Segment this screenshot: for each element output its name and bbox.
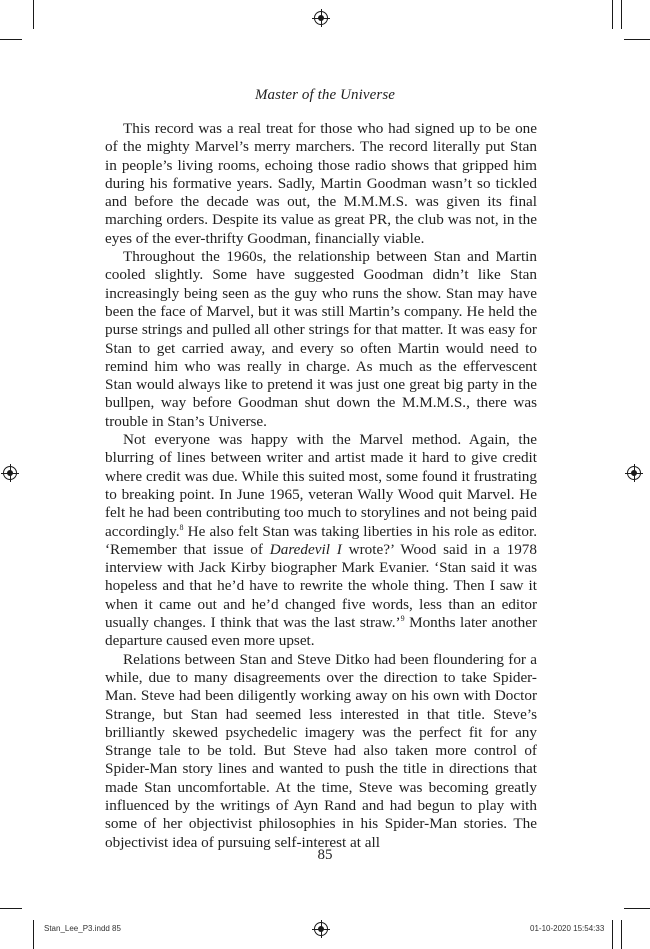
crop-mark bbox=[0, 39, 22, 40]
crop-mark bbox=[0, 908, 22, 909]
body-text bbox=[105, 120, 537, 852]
crop-mark bbox=[33, 920, 34, 949]
crop-mark bbox=[621, 0, 622, 29]
paragraph: This record was a real treat for those who had signed up to be one of the mighty Marvel’s merry marchers. The record literally put Stan in people’s living rooms, echoing those radio shows that gripped him during his formative years. Sadly, Martin Goodman wasn’t so tickled and before the decade was out, the M.M.M.S. was given its final marching orders. Despite its value as great PR, the club was not, in the eyes of the ever-thrifty Goodman, financially viable. bbox=[105, 120, 537, 247]
slug-date: 01-10-2020 15:54:33 bbox=[530, 924, 605, 933]
registration-mark-icon bbox=[3, 466, 17, 480]
crop-mark bbox=[612, 920, 613, 949]
paragraph: Throughout the 1960s, the relationship between Stan and Martin cooled slightly. Some have suggested Goodman didn’t like Stan increasingly being seen as the guy who runs the show. Stan may have been the face of Marvel, but it was still Martin’s company. He held the purse strings and pulled all other strings for that matter. It was easy for Stan to get carried away, and every so often Martin would need to remind him who was really in charge. As much as the effervescent Stan would always like to pretend it was just one great big party in the bullpen, way before Goodman shut down the M.M.M.S., there was trouble in Stan’s Universe. bbox=[105, 248, 537, 430]
crop-mark bbox=[624, 908, 650, 909]
paragraph: Not everyone was happy with the Marvel method. Again, the blurring of lines between writer and artist made it hard to give credit where credit was due. While this suited most, some found it frustrating to breaking point. In June 1965, veteran Wally Wood quit Marvel. He felt he had been contributing too much to storylines and not being paid accordingly.$^8$ He also felt Stan was taking liberties in his role as editor. ‘Remember that issue of Daredevil I wrote?’ Wood said in a 1978 interview with Jack Kirby biographer Mark Evanier. ‘Stan said it was hopeless and that he’d have to rewrite the whole thing. Then I saw it when it came out and he’d changed five words, less than an editor usually changes. I think that was the last straw.’$^9$ Months later another departure caused even more upset. bbox=[105, 431, 537, 650]
registration-mark-icon bbox=[627, 466, 641, 480]
crop-mark bbox=[624, 39, 650, 40]
page-number: 85 bbox=[317, 847, 333, 863]
crop-mark bbox=[621, 920, 622, 949]
running-head: Master of the Universe bbox=[254, 87, 396, 103]
registration-mark-icon bbox=[314, 922, 328, 936]
publication-title: Daredevil I bbox=[269, 540, 342, 558]
footnote-ref[interactable]: 8 bbox=[179, 522, 184, 532]
paragraph: Relations between Stan and Steve Ditko had been floundering for a while, due to many disagreements over the direction to take Spider-Man. Steve had been diligently working away on his own with Doctor Strange, but Stan had seemed less interested in that title. Steve’s brilliantly skewed psychedelic imagery was the perfect fit for any Strange tale to be told. But Steve had also taken more control of Spider-Man story lines and wanted to push the title in directions that made Stan uncomfortable. At the time, Steve was becoming greatly influenced by the writings of Ayn Rand and had begun to play with some of her objectivist philosophies in his Spider-Man stories. The objectivist idea of pursuing self-interest at all bbox=[105, 650, 537, 851]
crop-mark bbox=[33, 0, 34, 29]
slug-file: Stan_Lee_P3.indd 85 bbox=[44, 924, 121, 933]
footnote-ref[interactable]: 9 bbox=[400, 614, 405, 624]
registration-mark-icon bbox=[314, 11, 328, 25]
crop-mark bbox=[612, 0, 613, 29]
